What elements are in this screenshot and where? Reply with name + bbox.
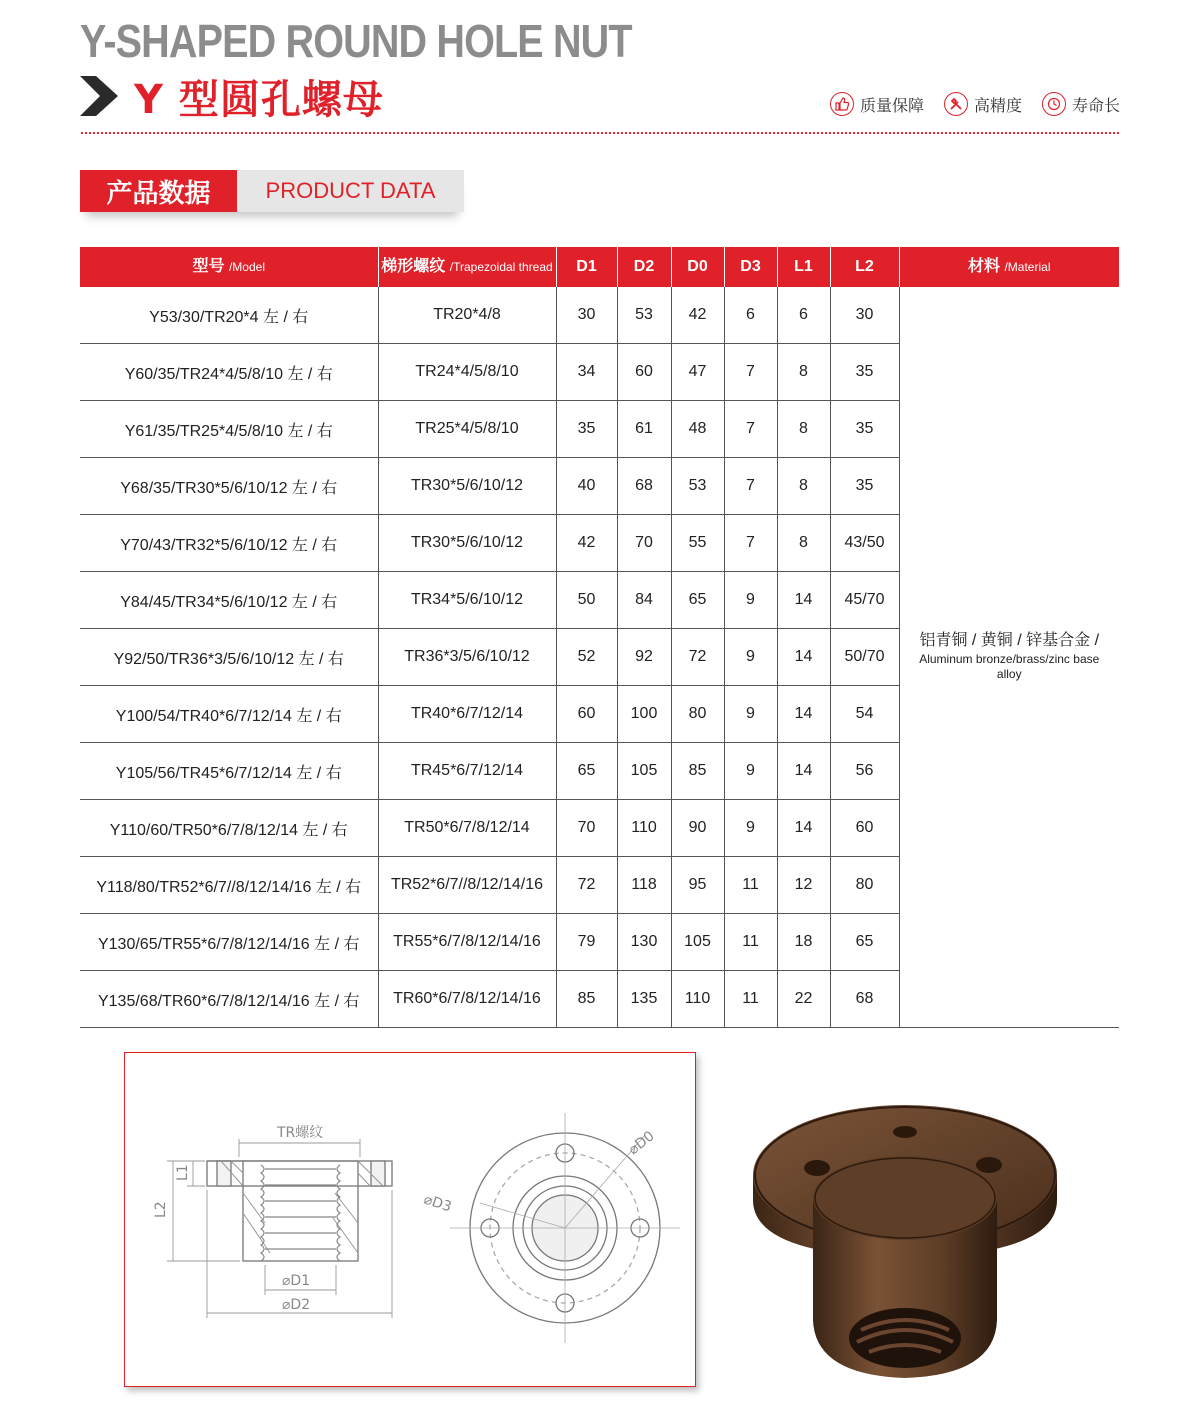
cell-d3: 7 (724, 344, 777, 401)
cell-l2: 68 (830, 971, 899, 1028)
thumbs-up-icon (830, 92, 854, 116)
cell-l1: 14 (777, 686, 830, 743)
cell-d3: 9 (724, 800, 777, 857)
cell-d0: 42 (671, 287, 724, 344)
badge-lifespan (1042, 92, 1120, 116)
badge-lifespan-label: 寿命长 (1071, 95, 1120, 115)
cell-d1: 65 (556, 743, 617, 800)
cell-d0: 53 (671, 458, 724, 515)
section-header (80, 170, 464, 212)
col-header-d2: D2 (617, 247, 671, 287)
cell-l2: 50/70 (830, 629, 899, 686)
cell-d3: 7 (724, 515, 777, 572)
cell-d2: 92 (617, 629, 671, 686)
cell-thread: TR52*6/7//8/12/14/16 (378, 857, 556, 914)
cell-d3: 6 (724, 287, 777, 344)
cell-d1: 85 (556, 971, 617, 1028)
cell-d1: 40 (556, 458, 617, 515)
cell-material (899, 287, 1119, 1028)
cell-thread: TR40*6/7/12/14 (378, 686, 556, 743)
cell-d3: 7 (724, 401, 777, 458)
cell-l2: 60 (830, 800, 899, 857)
title-cn-row (80, 72, 384, 123)
cell-d1: 42 (556, 515, 617, 572)
cell-d2: 53 (617, 287, 671, 344)
product-photo (745, 1080, 1065, 1380)
cell-l2: 45/70 (830, 572, 899, 629)
cell-d2: 84 (617, 572, 671, 629)
cell-l2: 35 (830, 458, 899, 515)
cell-d0: 80 (671, 686, 724, 743)
section-title-cn: 产品数据 (80, 170, 237, 212)
cell-d2: 70 (617, 515, 671, 572)
cell-d0: 95 (671, 857, 724, 914)
cell-thread: TR24*4/5/8/10 (378, 344, 556, 401)
bronze-nut-illustration (745, 1080, 1065, 1380)
cell-l1: 18 (777, 914, 830, 971)
badge-quality-label: 质量保障 (859, 95, 924, 115)
cell-l1: 6 (777, 287, 830, 344)
cell-model: Y135/68/TR60*6/7/8/12/14/16 左 / 右 (80, 971, 378, 1028)
cell-d2: 68 (617, 458, 671, 515)
material-en: Aluminum bronze/brass/zinc base alloy (919, 651, 1100, 681)
page-title-cn: Y 型圆孔螺母 (134, 76, 384, 123)
cell-d1: 52 (556, 629, 617, 686)
technical-drawing (124, 1052, 696, 1387)
cell-l1: 14 (777, 800, 830, 857)
cell-l2: 65 (830, 914, 899, 971)
cell-d0: 105 (671, 914, 724, 971)
timer-icon (1042, 92, 1066, 116)
cell-l2: 56 (830, 743, 899, 800)
cell-l2: 43/50 (830, 515, 899, 572)
dotted-divider (80, 131, 1120, 135)
cell-d3: 9 (724, 686, 777, 743)
cell-model: Y100/54/TR40*6/7/12/14 左 / 右 (80, 686, 378, 743)
cell-thread: TR34*5/6/10/12 (378, 572, 556, 629)
table-header-row (80, 247, 1119, 287)
cell-model: Y53/30/TR20*4 左 / 右 (80, 287, 378, 344)
cell-l2: 35 (830, 401, 899, 458)
cell-l1: 8 (777, 401, 830, 458)
cell-model: Y68/35/TR30*5/6/10/12 左 / 右 (80, 458, 378, 515)
cell-d2: 130 (617, 914, 671, 971)
label-d1: ⌀D1 (282, 1273, 311, 1289)
feature-badges (830, 92, 1120, 116)
cell-thread: TR25*4/5/8/10 (378, 401, 556, 458)
cell-d0: 48 (671, 401, 724, 458)
cell-thread: TR36*3/5/6/10/12 (378, 629, 556, 686)
cell-d0: 55 (671, 515, 724, 572)
badge-precision-label: 高精度 (973, 95, 1022, 115)
cell-l2: 30 (830, 287, 899, 344)
cell-model: Y130/65/TR55*6/7/8/12/14/16 左 / 右 (80, 914, 378, 971)
cell-thread: TR20*4/8 (378, 287, 556, 344)
table-row (80, 287, 1119, 344)
cell-d3: 9 (724, 629, 777, 686)
cell-l1: 14 (777, 629, 830, 686)
cell-d0: 85 (671, 743, 724, 800)
cell-d0: 90 (671, 800, 724, 857)
cell-d2: 110 (617, 800, 671, 857)
col-header-d0: D0 (671, 247, 724, 287)
cell-d3: 9 (724, 743, 777, 800)
cell-thread: TR60*6/7/8/12/14/16 (378, 971, 556, 1028)
cell-d2: 118 (617, 857, 671, 914)
label-d2: ⌀D2 (282, 1297, 311, 1313)
cell-d1: 34 (556, 344, 617, 401)
cell-d2: 61 (617, 401, 671, 458)
label-d0: ⌀D0 (625, 1128, 658, 1159)
cell-d1: 60 (556, 686, 617, 743)
cell-l1: 8 (777, 515, 830, 572)
cell-thread: TR30*5/6/10/12 (378, 515, 556, 572)
cell-l1: 8 (777, 458, 830, 515)
cell-l2: 54 (830, 686, 899, 743)
cell-d1: 50 (556, 572, 617, 629)
cell-d3: 11 (724, 857, 777, 914)
chevron-right-icon (80, 76, 118, 116)
cell-d2: 60 (617, 344, 671, 401)
cell-d1: 72 (556, 857, 617, 914)
material-cn: 铝青铜 / 黄铜 / 锌基合金 / (919, 631, 1100, 649)
col-header-d3: D3 (724, 247, 777, 287)
col-header-material: 材料 /Material (899, 247, 1119, 287)
cell-d3: 9 (724, 572, 777, 629)
cell-d2: 105 (617, 743, 671, 800)
cell-thread: TR30*5/6/10/12 (378, 458, 556, 515)
label-l2: L2 (153, 1201, 169, 1218)
badge-precision (944, 92, 1022, 116)
page-title-en: Y-SHAPED ROUND HOLE NUT (80, 15, 632, 67)
cell-thread: TR45*6/7/12/14 (378, 743, 556, 800)
cell-d1: 70 (556, 800, 617, 857)
cell-d3: 7 (724, 458, 777, 515)
cell-model: Y84/45/TR34*5/6/10/12 左 / 右 (80, 572, 378, 629)
cell-model: Y61/35/TR25*4/5/8/10 左 / 右 (80, 401, 378, 458)
badge-quality (830, 92, 924, 116)
cell-model: Y60/35/TR24*4/5/8/10 左 / 右 (80, 344, 378, 401)
cell-d1: 35 (556, 401, 617, 458)
cell-l2: 35 (830, 344, 899, 401)
col-header-l1: L1 (777, 247, 830, 287)
label-d3: ⌀D3 (421, 1191, 454, 1216)
cell-d3: 11 (724, 971, 777, 1028)
nut-drawing-svg (125, 1053, 695, 1386)
cell-d0: 65 (671, 572, 724, 629)
section-title-en: PRODUCT DATA (237, 170, 464, 212)
cell-l1: 14 (777, 572, 830, 629)
cell-d2: 135 (617, 971, 671, 1028)
cell-model: Y105/56/TR45*6/7/12/14 左 / 右 (80, 743, 378, 800)
col-header-model: 型号 /Model (80, 247, 378, 287)
cell-model: Y118/80/TR52*6/7//8/12/14/16 左 / 右 (80, 857, 378, 914)
product-data-table (80, 247, 1119, 1028)
col-header-d1: D1 (556, 247, 617, 287)
cell-d2: 100 (617, 686, 671, 743)
cell-l2: 80 (830, 857, 899, 914)
label-tr-thread: TR螺纹 (277, 1125, 324, 1141)
cell-l1: 8 (777, 344, 830, 401)
tools-icon (944, 92, 968, 116)
cell-d0: 72 (671, 629, 724, 686)
cell-thread: TR55*6/7/8/12/14/16 (378, 914, 556, 971)
cell-l1: 22 (777, 971, 830, 1028)
col-header-thread: 梯形螺纹 /Trapezoidal thread (378, 247, 556, 287)
cell-model: Y70/43/TR32*5/6/10/12 左 / 右 (80, 515, 378, 572)
cell-d1: 79 (556, 914, 617, 971)
label-l1: L1 (175, 1164, 191, 1181)
cell-l1: 14 (777, 743, 830, 800)
col-header-l2: L2 (830, 247, 899, 287)
cell-d1: 30 (556, 287, 617, 344)
cell-d0: 47 (671, 344, 724, 401)
cell-model: Y110/60/TR50*6/7/8/12/14 左 / 右 (80, 800, 378, 857)
cell-thread: TR50*6/7/8/12/14 (378, 800, 556, 857)
cell-model: Y92/50/TR36*3/5/6/10/12 左 / 右 (80, 629, 378, 686)
cell-d3: 11 (724, 914, 777, 971)
cell-d0: 110 (671, 971, 724, 1028)
cell-l1: 12 (777, 857, 830, 914)
